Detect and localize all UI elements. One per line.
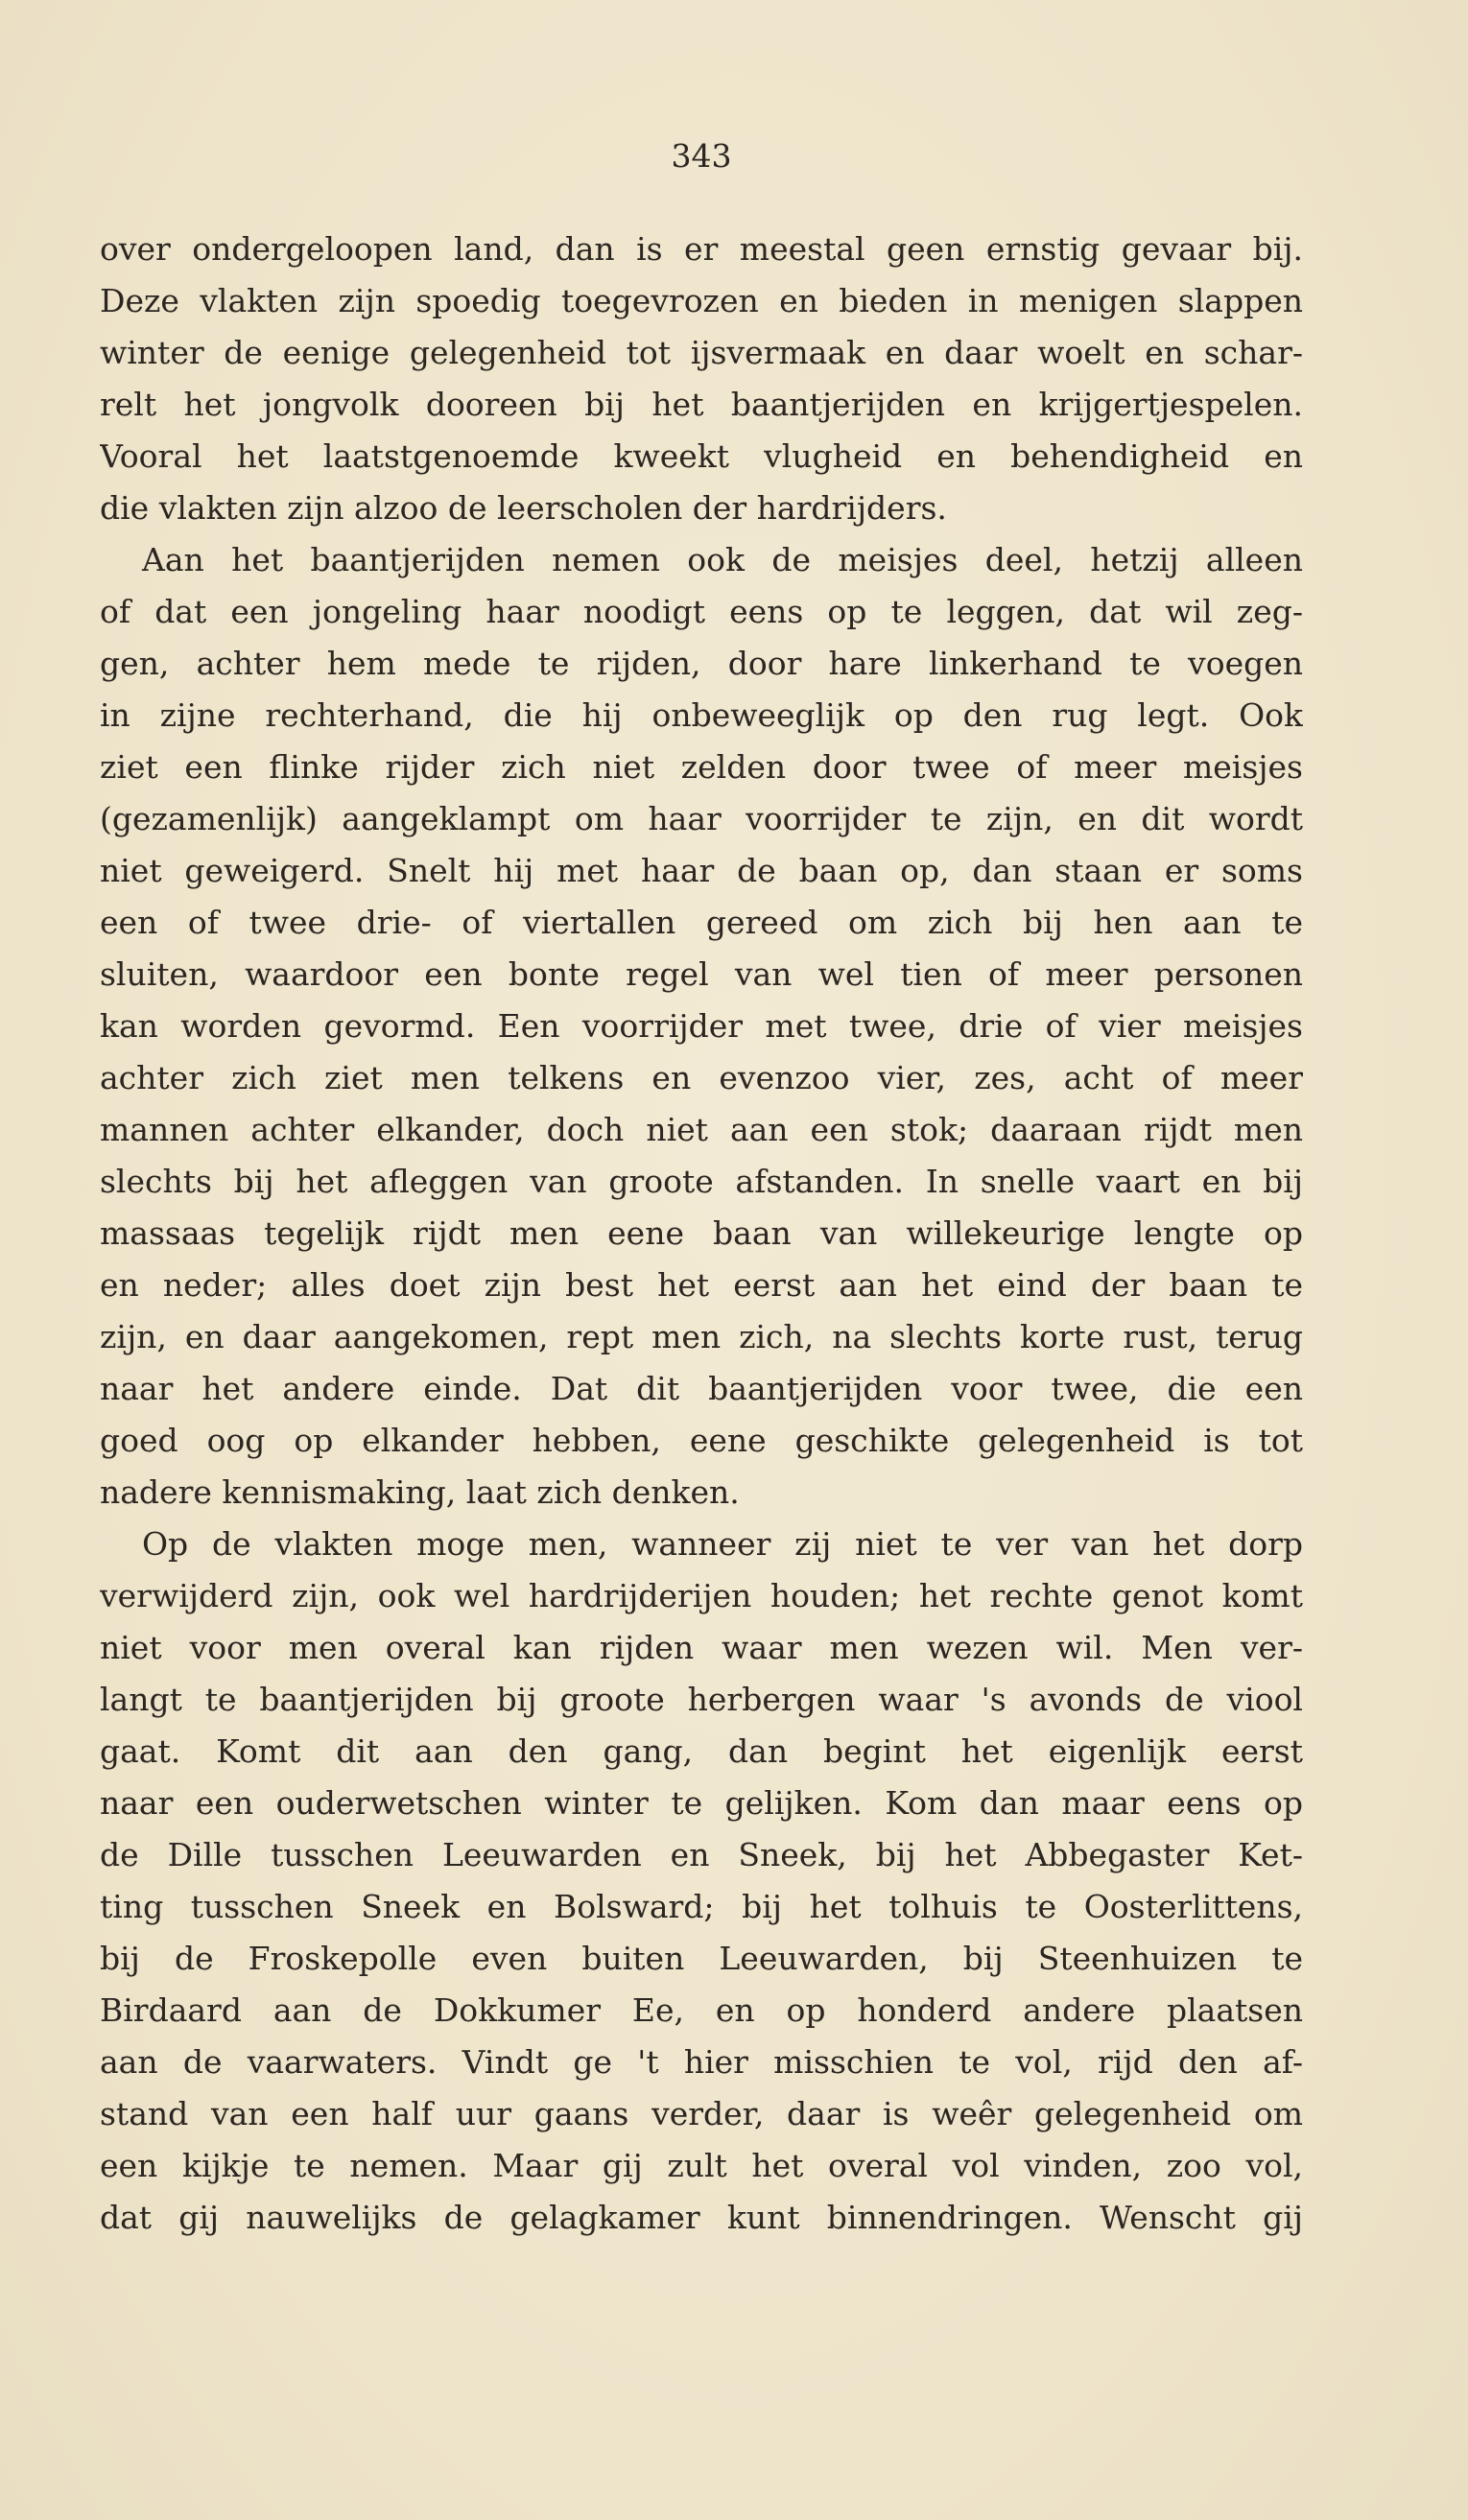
text-line: ziet een flinke rijder zich niet zelden door twee of meer meisjes — [100, 748, 1303, 786]
paragraph — [100, 1519, 1303, 2244]
text-line: Birdaard aan de Dokkumer Ee, en op honderd andere plaatsen — [100, 1991, 1303, 2029]
text-block — [100, 224, 1303, 2244]
text-line: kan worden gevormd. Een voorrijder met twee, drie of vier meisjes — [100, 1007, 1303, 1045]
text-line: naar het andere einde. Dat dit baantjerijden voor twee, die een — [100, 1370, 1303, 1407]
text-line: aan de vaarwaters. Vindt ge 't hier misschien te vol, rijd den af- — [100, 2043, 1303, 2081]
text-line: sluiten, waardoor een bonte regel van wel tien of meer personen — [100, 955, 1303, 993]
text-line: naar een ouderwetschen winter te gelijken. Kom dan maar eens op — [100, 1784, 1303, 1822]
text-line: gaat. Komt dit aan den gang, dan begint het eigenlijk eerst — [100, 1732, 1303, 1770]
text-line: gen, achter hem mede te rijden, door hare linkerhand te voegen — [100, 645, 1303, 682]
text-line: mannen achter elkander, doch niet aan een stok; daaraan rijdt men — [100, 1111, 1303, 1148]
text-line: achter zich ziet men telkens en evenzoo vier, zes, acht of meer — [100, 1059, 1303, 1096]
text-line: Deze vlakten zijn spoedig toegevrozen en bieden in menigen slappen — [100, 282, 1303, 319]
paragraph — [100, 224, 1303, 534]
text-line: zijn, en daar aangekomen, rept men zich, na slechts korte rust, terug — [100, 1318, 1303, 1355]
text-line: ting tusschen Sneek en Bolsward; bij het tolhuis te Oosterlittens, — [100, 1888, 1303, 1925]
text-line: niet voor men overal kan rijden waar men wezen wil. Men ver- — [100, 1629, 1303, 1666]
text-line: Op de vlakten moge men, wanneer zij niet te ver van het dorp — [142, 1525, 1303, 1563]
text-line: en neder; alles doet zijn best het eerst aan het eind der baan te — [100, 1266, 1303, 1304]
text-line: niet geweigerd. Snelt hij met haar de baan op, dan staan er soms — [100, 852, 1303, 889]
text-line: Vooral het laatstgenoemde kweekt vlugheid en behendigheid en — [100, 437, 1303, 475]
text-line: dat gij nauwelijks de gelagkamer kunt binnendringen. Wenscht gij — [100, 2199, 1303, 2236]
text-line: de Dille tusschen Leeuwarden en Sneek, bij het Abbegaster Ket- — [100, 1836, 1303, 1873]
text-line: die vlakten zijn alzoo de leerscholen der hardrijders. — [100, 489, 947, 527]
text-line: een of twee drie- of viertallen gereed om zich bij hen aan te — [100, 904, 1303, 941]
text-line: over ondergeloopen land, dan is er meestal geen ernstig gevaar bij. — [100, 230, 1303, 268]
text-line: relt het jongvolk dooreen bij het baantjerijden en krijgertjespelen. — [100, 386, 1303, 423]
text-line: goed oog op elkander hebben, eene geschikte gelegenheid is tot — [100, 1422, 1303, 1459]
text-line: verwijderd zijn, ook wel hardrijderijen houden; het rechte genot komt — [100, 1577, 1303, 1614]
text-line: (gezamenlijk) aangeklampt om haar voorrijder te zijn, en dit wordt — [100, 800, 1303, 837]
text-line: massaas tegelijk rijdt men eene baan van willekeurige lengte op — [100, 1214, 1303, 1252]
page-number: 343 — [671, 137, 732, 175]
text-line: nadere kennismaking, laat zich denken. — [100, 1473, 740, 1511]
text-line: bij de Froskepolle even buiten Leeuwarden, bij Steenhuizen te — [100, 1940, 1303, 1977]
text-line: een kijkje te nemen. Maar gij zult het overal vol vinden, zoo vol, — [100, 2147, 1303, 2184]
text-line: stand van een half uur gaans verder, daar is weêr gelegenheid om — [100, 2095, 1303, 2132]
text-line: langt te baantjerijden bij groote herbergen waar 's avonds de viool — [100, 1681, 1303, 1718]
paragraph — [100, 534, 1303, 1519]
text-line: Aan het baantjerijden nemen ook de meisjes deel, hetzij alleen — [142, 541, 1303, 578]
text-line: winter de eenige gelegenheid tot ijsvermaak en daar woelt en schar- — [100, 334, 1303, 371]
text-line: slechts bij het afleggen van groote afstanden. In snelle vaart en bij — [100, 1163, 1303, 1200]
text-line: in zijne rechterhand, die hij onbeweeglijk op den rug legt. Ook — [100, 696, 1303, 734]
text-line: of dat een jongeling haar noodigt eens op te leggen, dat wil zeg- — [100, 593, 1303, 630]
